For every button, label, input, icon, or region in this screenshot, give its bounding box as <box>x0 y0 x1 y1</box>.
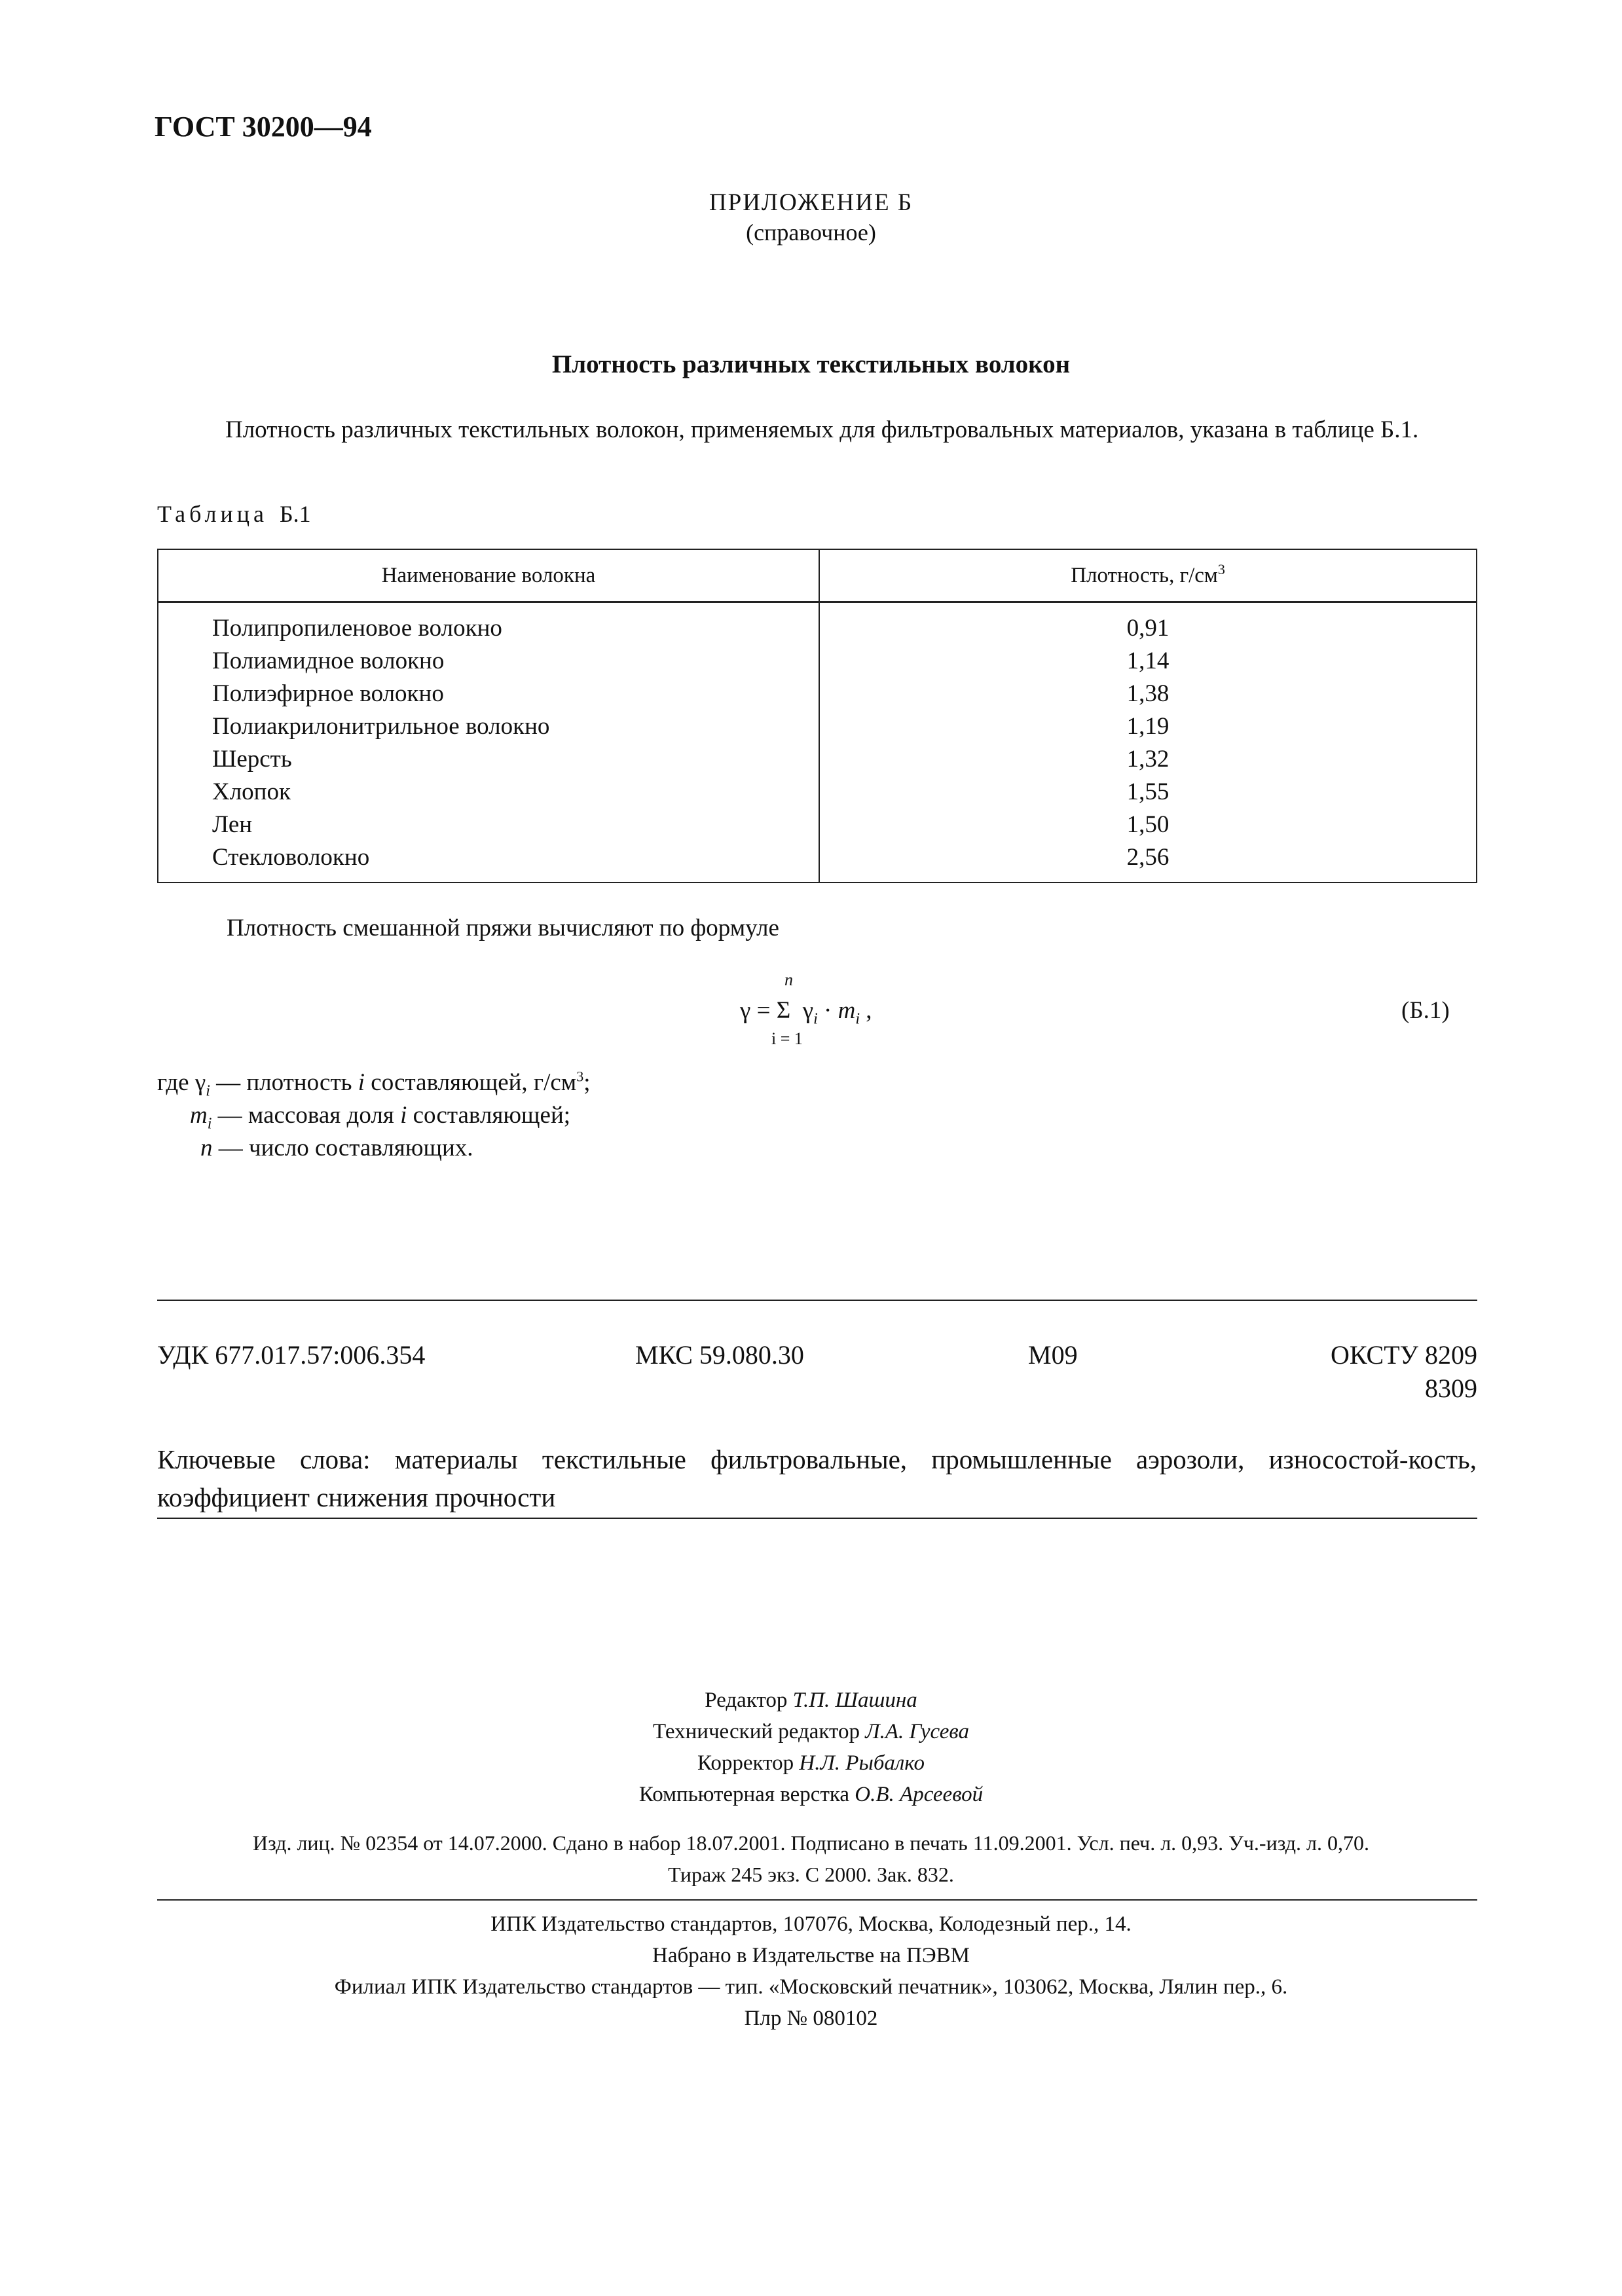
divider-top <box>157 1300 1477 1301</box>
table-row <box>158 743 1477 776</box>
fiber-name: Полипропиленовое волокно <box>158 602 819 646</box>
table-row <box>158 776 1477 809</box>
table-row <box>158 645 1477 678</box>
where-gamma-subscript: i <box>206 1082 210 1100</box>
table-row <box>158 710 1477 743</box>
credits-tech-editor <box>0 1715 1622 1748</box>
formula-number: (Б.1) <box>1401 997 1450 1024</box>
table-caption-word: Таблица <box>157 501 268 527</box>
proofreader-name: Н.Л. Рыбалко <box>799 1751 925 1775</box>
where-gamma-var: i <box>358 1069 365 1096</box>
editor-label: Редактор <box>705 1688 793 1712</box>
table-row <box>158 809 1477 841</box>
proofreader-label: Корректор <box>697 1751 800 1775</box>
where-line-count <box>200 1134 473 1162</box>
fiber-name: Полиэфирное волокно <box>158 678 819 710</box>
table-caption-number: Б.1 <box>279 501 311 527</box>
where-m-dash: — массовая доля <box>212 1102 401 1129</box>
formula-m-subscript: i <box>855 1010 860 1028</box>
okstu-code-2: 8309 <box>1425 1374 1477 1403</box>
where-line-gamma <box>157 1068 590 1100</box>
fiber-density-table <box>157 549 1477 883</box>
where-m-subscript: i <box>207 1115 212 1133</box>
okstu-code-1: ОКСТУ 8209 <box>1330 1340 1477 1370</box>
column-header-fiber: Наименование волокна <box>158 549 819 602</box>
printer-line-4: Плр № 080102 <box>744 2007 878 2030</box>
udk-code: УДК 677.017.57:006.354 <box>157 1340 426 1370</box>
divider-bottom <box>157 1899 1477 1901</box>
table-row <box>158 678 1477 710</box>
editor-name: Т.П. Шашина <box>792 1688 917 1712</box>
layout-name: О.В. Арсеевой <box>855 1783 984 1806</box>
appendix-subtitle: (справочное) <box>746 219 876 246</box>
sum-lower-limit: i = 1 <box>771 1029 803 1048</box>
where-m: m <box>190 1102 208 1129</box>
fiber-name: Лен <box>158 809 819 841</box>
formula-tail: , <box>860 997 872 1024</box>
where-n-text: — число составляющих. <box>212 1135 473 1161</box>
fiber-density: 0,91 <box>1126 615 1170 642</box>
publication-line-2: Тираж 245 экз. С 2000. Зак. 832. <box>668 1863 954 1886</box>
layout-label: Компьютерная верстка <box>638 1783 855 1806</box>
publication-line-1: Изд. лиц. № 02354 от 14.07.2000. Сдано в набор 18.07.2001. Подписано в печать 11.09.2001. Усл. печ. л. 0,93. Уч.-изд. л. 0,70. <box>253 1831 1369 1855</box>
where-gamma-text: составляющей, г/см <box>365 1069 577 1096</box>
formula-gamma-subscript: i <box>813 1010 818 1028</box>
credits-proofreader <box>0 1747 1622 1779</box>
printer-line-1: ИПК Издательство стандартов, 107076, Москва, Колодезный пер., 14. <box>490 1912 1132 1936</box>
section-title: Плотность различных текстильных волокон <box>551 350 1071 378</box>
fiber-density: 1,19 <box>1126 713 1170 740</box>
where-gamma: где γ <box>157 1069 206 1096</box>
table-header-row <box>158 549 1477 602</box>
tech-editor-label: Технический редактор <box>653 1720 866 1743</box>
where-gamma-end: ; <box>583 1069 591 1096</box>
where-line-mass <box>190 1101 570 1133</box>
category-code: М09 <box>1028 1340 1078 1370</box>
formula-dot: · <box>817 997 838 1024</box>
fiber-name: Хлопок <box>158 776 819 809</box>
printer-line-3: Филиал ИПК Издательство стандартов — тип. «Московский печатник», 103062, Москва, Лялин пер., 6. <box>334 1975 1288 1999</box>
formula-lhs: γ = Σ <box>740 997 791 1024</box>
formula-m: m <box>838 997 856 1024</box>
density-unit-label: Плотность, г/см <box>1071 563 1218 587</box>
divider-keywords <box>157 1518 1477 1519</box>
fiber-density: 2,56 <box>1126 844 1170 871</box>
credits-layout <box>0 1778 1622 1811</box>
fiber-name: Шерсть <box>158 743 819 776</box>
credits-editor <box>0 1684 1622 1717</box>
fiber-density: 1,50 <box>1126 811 1170 838</box>
okstu-code <box>1277 1339 1477 1404</box>
where-m-text: составляющей; <box>407 1102 571 1129</box>
fiber-density: 1,32 <box>1126 746 1170 773</box>
where-gamma-exponent: 3 <box>576 1068 584 1085</box>
fiber-density: 1,55 <box>1126 778 1170 805</box>
fiber-density: 1,14 <box>1126 647 1170 674</box>
table-row <box>158 602 1477 646</box>
document-code: ГОСТ 30200—94 <box>155 111 372 143</box>
where-gamma-dash: — плотность <box>210 1069 358 1096</box>
sum-upper-limit: n <box>784 970 793 989</box>
formula-gamma: γ <box>802 997 814 1024</box>
appendix-title: ПРИЛОЖЕНИЕ Б <box>709 189 913 216</box>
table-caption <box>157 500 311 528</box>
density-unit-exponent: 3 <box>1217 560 1225 577</box>
column-header-density <box>819 549 1477 602</box>
fiber-name: Полиакрилонитрильное волокно <box>158 710 819 743</box>
fiber-name: Стекловолокно <box>158 841 819 883</box>
mks-code: МКС 59.080.30 <box>635 1340 804 1370</box>
intro-paragraph: Плотность различных текстильных волокон, применяемых для фильтровальных материалов, указана в таблице Б.1. <box>225 416 1419 443</box>
printer-line-2: Набрано в Издательстве на ПЭВМ <box>652 1944 970 1967</box>
formula-b1 <box>740 970 936 1049</box>
table-row <box>158 841 1477 883</box>
tech-editor-name: Л.А. Гусева <box>865 1720 969 1743</box>
keywords: Ключевые слова: материалы текстильные фильтровальные, промышленные аэрозоли, износостой-кость, коэффициент снижения прочности <box>157 1444 1477 1512</box>
fiber-name: Полиамидное волокно <box>158 645 819 678</box>
formula-intro: Плотность смешанной пряжи вычисляют по формуле <box>227 915 779 941</box>
formula-expression <box>740 996 872 1028</box>
where-n: n <box>200 1135 213 1161</box>
fiber-density: 1,38 <box>1126 680 1170 707</box>
where-m-var: i <box>400 1102 407 1129</box>
